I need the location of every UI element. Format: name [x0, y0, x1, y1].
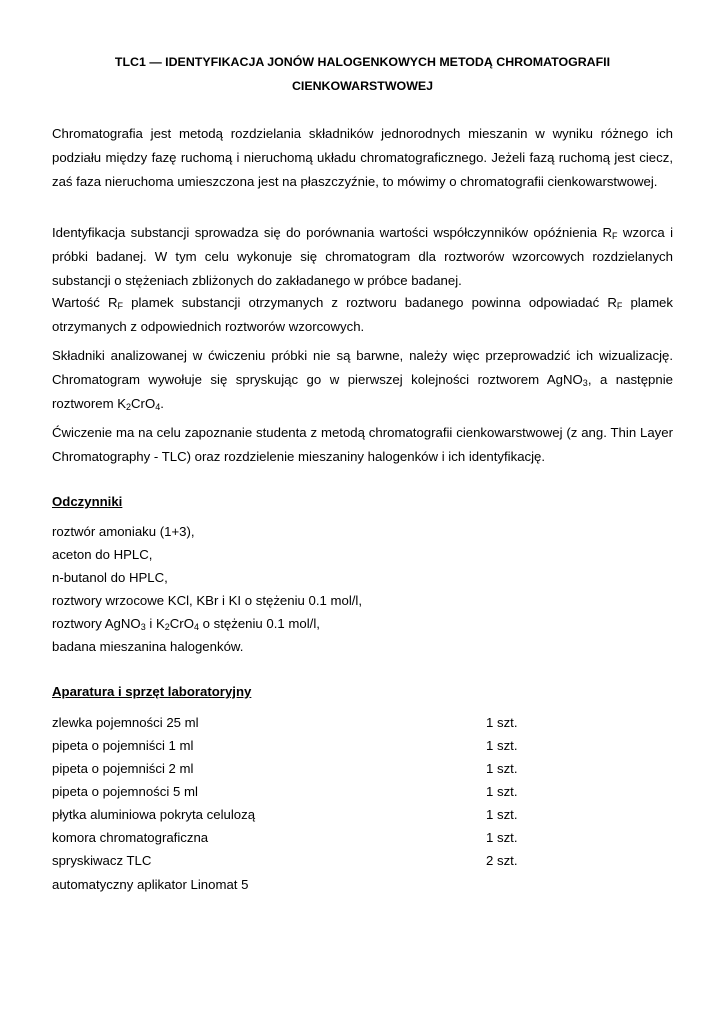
- p4-text-a: Składniki analizowanej w ćwiczeniu próbki nie są barwne, należy więc przeprowadzić ich wizualizację. Chromatogram wywołuje się spryskując go w pierwszej kolejności roztworem AgNO: [52, 348, 673, 387]
- reagent5-text-b: i K: [145, 616, 165, 631]
- reagent-item-6: badana mieszanina halogenków.: [52, 639, 244, 654]
- equipment-item-name: automatyczny aplikator Linomat 5: [52, 877, 249, 892]
- p3-subscript-2: F: [616, 301, 623, 311]
- equipment-item-qty: 1 szt.: [486, 715, 518, 730]
- intro-paragraph-3: [52, 291, 673, 339]
- p2-subscript: F: [612, 231, 618, 241]
- equipment-item-qty: 1 szt.: [486, 738, 518, 753]
- title-line-2: CIENKOWARSTWOWEJ: [291, 79, 434, 93]
- equipment-item-qty: 1 szt.: [486, 807, 518, 822]
- reagent-item-4: roztwory wrzocowe KCl, KBr i KI o stężeniu 0.1 mol/l,: [52, 593, 363, 608]
- equipment-item-name: pipeta o pojemności 5 ml: [52, 784, 198, 799]
- p2-text-b: wzorca i próbki badanej. W tym celu wykonuje się chromatogram dla roztworów wzorcowych rozdzielanych substancji o stężeniach zbliżonych do zakładanego w próbce badanej.: [52, 225, 673, 288]
- equipment-item-name: spryskiwacz TLC: [52, 853, 152, 868]
- equipment-heading: Aparatura i sprzęt laboratoryjny: [52, 684, 252, 699]
- reagent-item-5: [52, 612, 320, 636]
- equipment-item-name: pipeta o pojemniści 1 ml: [52, 738, 194, 753]
- p4-subscript-2: 2: [126, 402, 132, 412]
- reagent-item-2: aceton do HPLC,: [52, 547, 153, 562]
- reagent5-text-d: o stężeniu 0.1 mol/l,: [198, 616, 320, 631]
- equipment-item-qty: 1 szt.: [486, 761, 518, 776]
- title-line-1: TLC1 — IDENTYFIKACJA JONÓW HALOGENKOWYCH METODĄ CHROMATOGRAFII: [114, 55, 611, 69]
- reagent5-subscript-2: 2: [164, 622, 170, 632]
- reagent5-subscript-3: 4: [193, 622, 199, 632]
- equipment-item-qty: 1 szt.: [486, 784, 518, 799]
- p4-text-c: CrO: [131, 396, 156, 411]
- reagent5-subscript-1: 3: [140, 622, 146, 632]
- reagent-item-3: n-butanol do HPLC,: [52, 570, 168, 585]
- intro-paragraph-1: Chromatografia jest metodą rozdzielania składników jednorodnych mieszanin w wyniku różnego ich podziału między fazę ruchomą i nieruchomą układu chromatograficznego. Jeżeli fazą ruchomą jest ciecz, zaś faza nieruchoma umieszczona jest na płaszczyźnie, to mówimy o chromatografii cienkowarstwowej.: [52, 126, 673, 189]
- p4-subscript-1: 3: [582, 378, 588, 388]
- equipment-item-name: komora chromatograficzna: [52, 830, 209, 845]
- equipment-item-name: płytka aluminiowa pokryta celulozą: [52, 807, 256, 822]
- reagent5-text-a: roztwory AgNO: [52, 616, 141, 631]
- equipment-item-qty: 1 szt.: [486, 830, 518, 845]
- page-title: [52, 50, 673, 98]
- p3-text-a: Wartość R: [52, 295, 118, 310]
- p3-text-b: plamek substancji otrzymanych z roztworu badanego powinna odpowiadać R: [123, 295, 617, 310]
- intro-paragraph-4: [52, 344, 673, 416]
- p2-text-a: Identyfikacja substancji sprowadza się do porównania wartości współczynników opóźnienia R: [52, 225, 613, 240]
- equipment-item-qty: 2 szt.: [486, 853, 518, 868]
- reagent5-text-c: CrO: [169, 616, 194, 631]
- reagents-heading: Odczynniki: [52, 494, 123, 509]
- equipment-item-name: pipeta o pojemniści 2 ml: [52, 761, 194, 776]
- p3-subscript-1: F: [117, 301, 124, 311]
- intro-paragraph-2: [52, 221, 673, 293]
- p4-text-d: .: [160, 396, 164, 411]
- reagent-item-1: roztwór amoniaku (1+3),: [52, 524, 195, 539]
- intro-paragraph-5: Ćwiczenie ma na celu zapoznanie studenta z metodą chromatografii cienkowarstwowej (z ang. Thin Layer Chromatography - TLC) oraz rozdzielenie mieszaniny halogenków i ich identyfikację.: [52, 425, 673, 464]
- p3-text-c: plamek otrzymanych z odpowiednich roztworów wzorcowych.: [52, 295, 673, 334]
- p4-subscript-3: 4: [155, 402, 161, 412]
- equipment-item-name: zlewka pojemności 25 ml: [52, 715, 199, 730]
- p4-text-b: , a następnie roztworem K: [52, 372, 673, 411]
